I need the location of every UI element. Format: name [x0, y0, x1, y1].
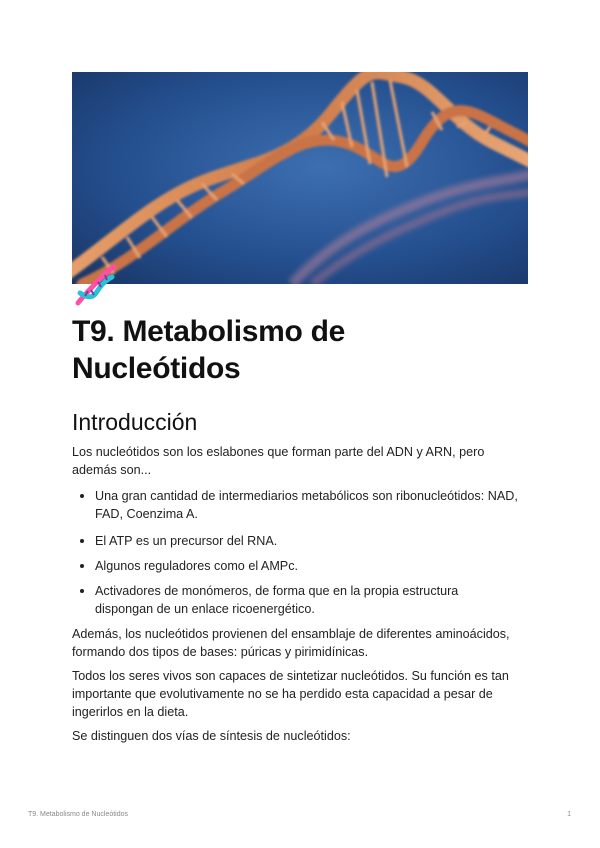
list-item — [72, 532, 528, 550]
paragraph-line-3: ingerirlos en la dieta. — [72, 705, 189, 719]
dna-icon — [74, 263, 118, 307]
section-heading: Introducción — [72, 409, 198, 435]
bullet-icon — [80, 539, 84, 543]
paragraph-synthesis — [72, 667, 528, 721]
list-item-line-1: Activadores de monómeros, de forma que en la propia estructura — [95, 584, 459, 598]
bullet-icon — [80, 589, 84, 593]
bullet-icon — [80, 564, 84, 568]
list-item — [72, 582, 528, 618]
list-item-line-1: Una gran cantidad de intermediarios metabólicos son ribonucleótidos: NAD, — [95, 489, 518, 503]
page-title-line-1: T9. Metabolismo de — [72, 315, 345, 348]
paragraph-line-2: importante que evolutivamente no se ha perdido esta capacidad a pesar de — [72, 687, 493, 701]
list-item — [72, 557, 528, 575]
list-item-line-2: dispongan de un enlace ricoenergético. — [95, 602, 315, 616]
bullet-list — [72, 487, 528, 618]
page-number: 1 — [567, 811, 571, 818]
page-title-line-2: Nucleótidos — [72, 352, 241, 385]
paragraph-bases — [72, 625, 528, 661]
list-item-line-1: El ATP es un precursor del RNA. — [95, 534, 278, 548]
page-title — [72, 313, 528, 387]
list-item-line-1: Algunos reguladores como el AMPc. — [95, 559, 299, 573]
cover-image — [72, 72, 528, 284]
list-item — [72, 487, 528, 523]
paragraph-line-1: Además, los nucleótidos provienen del ensamblaje de diferentes aminoácidos, — [72, 627, 510, 641]
list-item-line-2: FAD, Coenzima A. — [95, 507, 198, 521]
intro-line-2: además son... — [72, 463, 152, 477]
intro-paragraph — [72, 443, 528, 479]
bullet-icon — [80, 494, 84, 498]
intro-line-1: Los nucleótidos son los eslabones que forman parte del ADN y ARN, pero — [72, 445, 485, 459]
paragraph-pathways: Se distinguen dos vías de síntesis de nucleótidos: — [72, 729, 351, 743]
paragraph-line-1: Todos los seres vivos son capaces de sintetizar nucleótidos. Su función es tan — [72, 669, 509, 683]
paragraph-line-2: formando dos tipos de bases: púricas y pirimidínicas. — [72, 645, 369, 659]
footer-title: T9. Metabolismo de Nucleótidos — [28, 811, 128, 818]
